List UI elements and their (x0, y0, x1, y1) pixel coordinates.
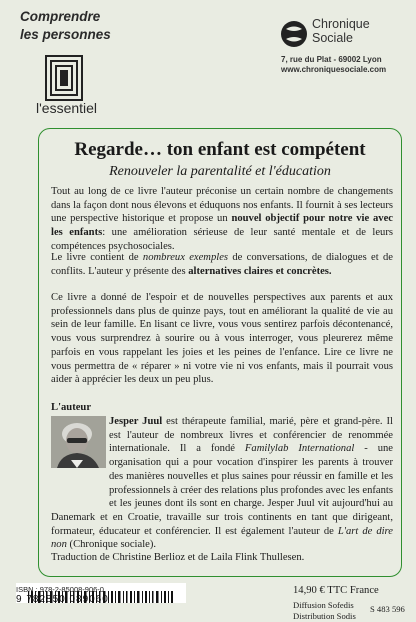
price: 14,90 € TTC France (293, 585, 379, 596)
publisher-name (312, 17, 370, 45)
publisher-address: 7, rue du Plat - 69002 Lyon (281, 55, 382, 64)
distribution-line: Distribution Sodis (293, 611, 356, 621)
description-paragraph-3: Ce livre a donné de l'espoir et de nouvelles perspectives aux parents et aux professionnels dans plus de quinze pays, tout en améliorant la qualité de vie au sein de leur famille. En lisant ce livre, vous vous sentirez parfois décontenancé, vous vous surprendrez à sourire ou à vous interroger, vous pleurerez même parfois en vous rappelant les joies et les peines de l'enfance. Lire ce livre ne vous permettra de « réparer » ni votre vie ni vos enfants, mais il pourrait vous aider à apprécier les deux un peu plus. (51, 292, 393, 386)
publisher-name-line1: Chronique (312, 17, 370, 31)
description-paragraph-2 (51, 251, 393, 278)
author-name: Jesper Juul (109, 416, 163, 427)
publisher-logo-icon (280, 20, 308, 48)
distribution-info (293, 600, 356, 622)
book-title: Regarde… ton enfant est compétent (74, 139, 366, 160)
publisher-name-line2: Sociale (312, 31, 353, 45)
p1-text-1: Tout au long de ce livre l'auteur préconise un certain nombre de changements dans la façon dont nous élevons et éduquons nos enfants. Il fournit à ses lecteurs une perspective historique et propose un (51, 186, 393, 225)
description-paragraph-1 (51, 185, 393, 254)
p1-bold: nouvel objectif pour notre vie avec les enfants (51, 213, 393, 239)
author-bio-2: - une organisation qui a pour vocation d'inspirer les parents à trouver des manières nouvelles et plus saines pour réussir en famille et les professionnels à créer des relations plus profondes avec les enfants et les jeunes dont ils sont en charge. Jesper Juul vit aujourd'hui au Danemark et en Croatie, travaille sur trois continents en tant que dirigeant, formateur, éducateur et conférencier. Il est également l'auteur de (51, 443, 393, 537)
author-bio-1: est thérapeute familial, marié, père et grand-père. Il est l'auteur de nombreux livres et conférencier de renommée internationale. Il a fondé (109, 416, 394, 455)
translation-credit: Traduction de Christine Berlioz et de Laila Flink Thullesen. (51, 552, 305, 563)
isbn: ISBN : 978-2-85008-906-0 (16, 585, 104, 594)
author-heading: L'auteur (51, 402, 92, 413)
p2-text-2: de conversations, de dialogues et de conflits. L'auteur y présente des (51, 252, 393, 277)
publisher-website: www.chroniquesociale.com (281, 65, 387, 74)
series-title (20, 8, 150, 44)
author-other-book: L'art de dire non (51, 525, 393, 551)
p2-italic: nombreux exemples (142, 252, 229, 263)
barcode-digits: 9 782850 089060 (16, 594, 109, 605)
author-bio-3: (Chronique sociale). (66, 539, 157, 551)
series-title-line2: les personnes (20, 27, 111, 42)
publisher-contact (281, 55, 386, 75)
p2-bold: alternatives claires et concrètes. (188, 265, 332, 277)
series-title-line1: Comprendre (20, 9, 101, 24)
p2-text-1: Le livre contient de (51, 252, 143, 263)
series-name: l'essentiel (36, 100, 98, 116)
p1-text-2: : une amélioration sérieuse de leur santé mentale et de leurs compétences psychosociales. (51, 227, 393, 252)
diffusion-line: Diffusion Sofedis (293, 600, 354, 610)
author-organization: Familylab International (244, 443, 355, 455)
book-subtitle: Renouveler la parentalité et l'éducation (109, 164, 331, 179)
reference-code: S 483 596 (370, 604, 405, 614)
author-bio (51, 415, 393, 552)
series-logo-icon (45, 55, 83, 101)
